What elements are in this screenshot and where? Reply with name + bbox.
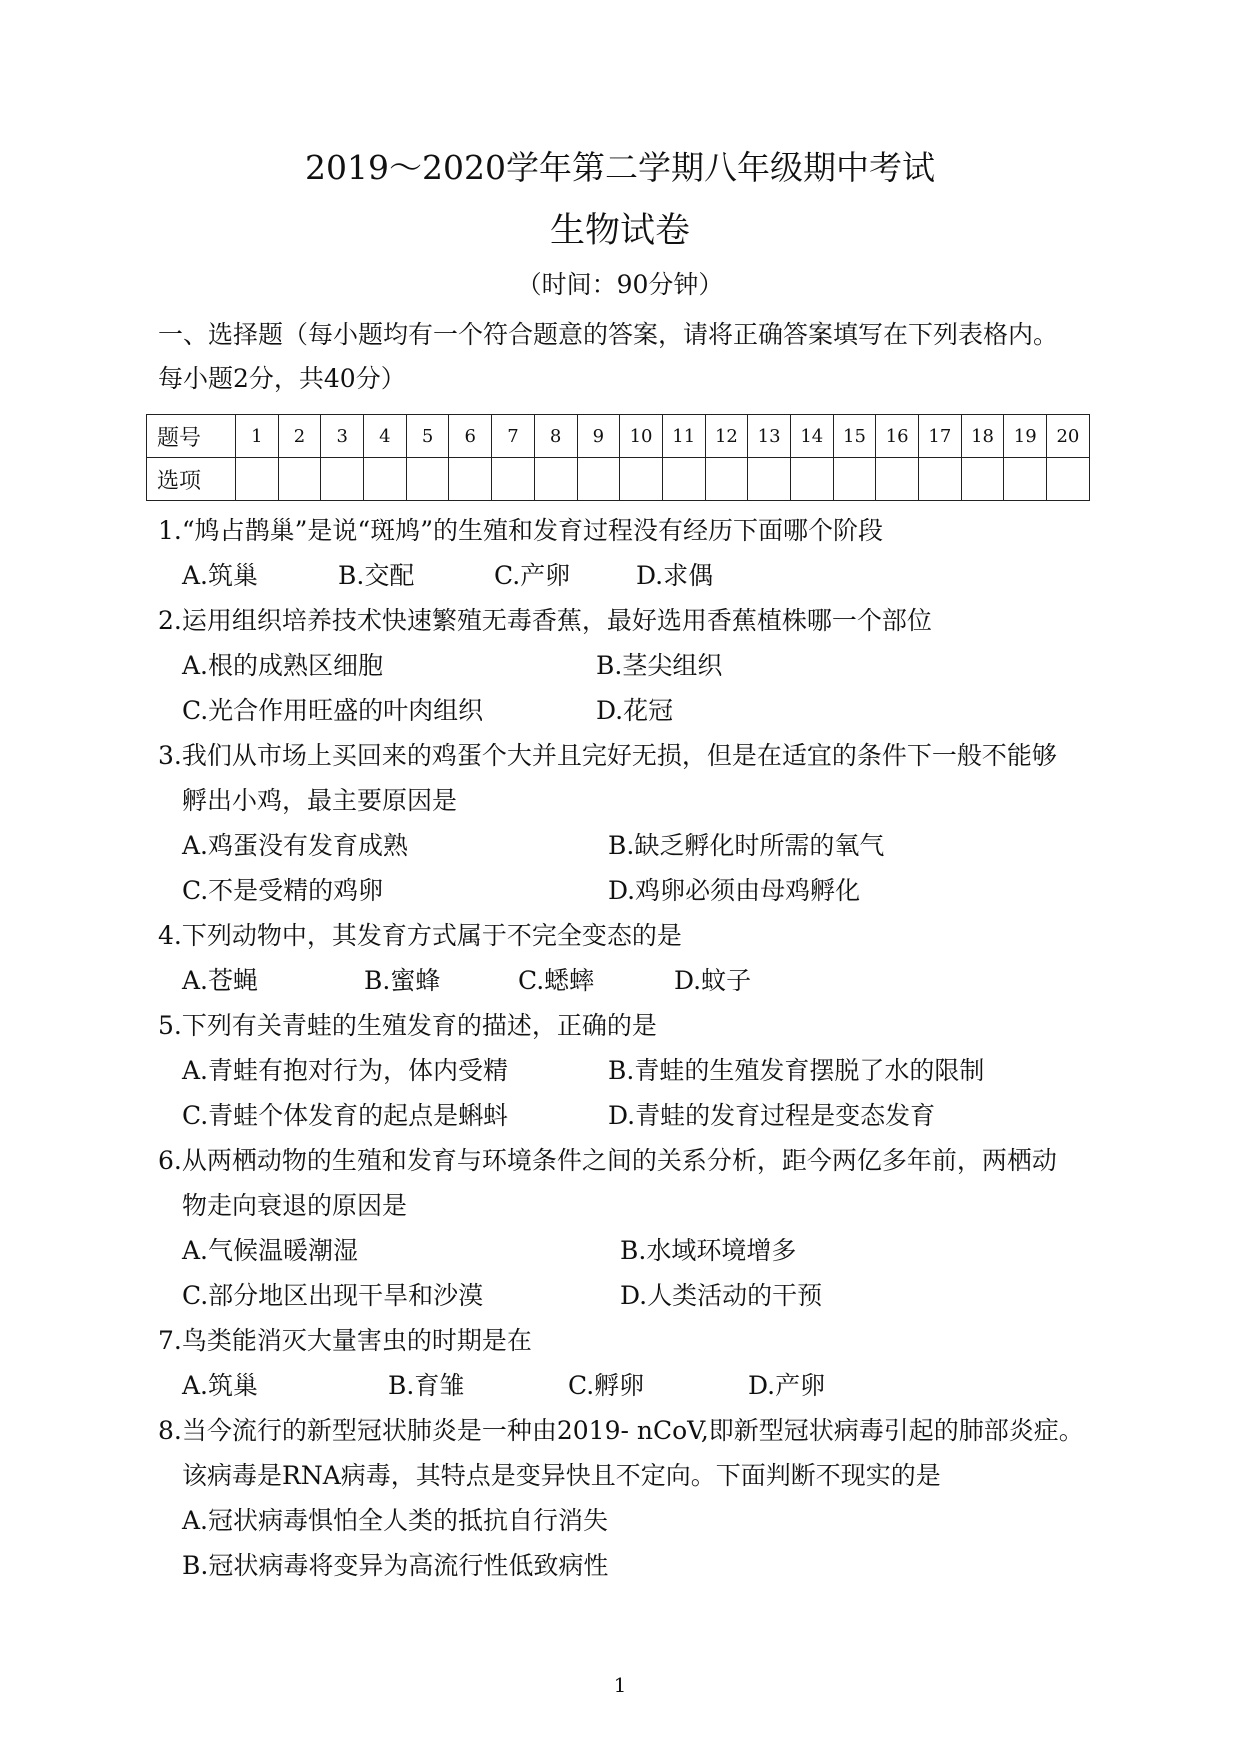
section-instruction-line2: 每小题2分，共40分）: [158, 364, 406, 393]
question-2-stem: 2.运用组织培养技术快速繁殖无毒香蕉，最好选用香蕉植株哪一个部位: [158, 606, 932, 635]
answer-cell[interactable]: [876, 458, 919, 501]
question-2-option-b: B.茎尖组织: [596, 651, 723, 680]
answer-cell[interactable]: [492, 458, 535, 501]
exam-subtitle: 生物试卷: [549, 211, 690, 251]
answer-table-number: 5: [406, 415, 449, 458]
answer-table-number: 2: [278, 415, 321, 458]
question-4-stem: 4.下列动物中，其发育方式属于不完全变态的是: [158, 921, 682, 950]
question-5-option-c: C.青蛙个体发育的起点是蝌蚪: [182, 1101, 509, 1130]
question-6-stem-line1: 6.从两栖动物的生殖和发育与环境条件之间的关系分析，距今两亿多年前，两栖动: [158, 1146, 1057, 1175]
question-6-option-b: B.水域环境增多: [620, 1236, 797, 1265]
exam-time: （时间：90分钟）: [516, 270, 724, 299]
question-5-stem: 5.下列有关青蛙的生殖发育的描述，正确的是: [158, 1011, 657, 1040]
answer-table-number: 17: [919, 415, 962, 458]
answer-cell[interactable]: [662, 458, 705, 501]
exam-title: 2019～2020学年第二学期八年级期中考试: [305, 148, 935, 187]
question-4-option-b: B.蜜蜂: [364, 966, 441, 995]
question-5-option-a: A.青蛙有抱对行为，体内受精: [182, 1056, 509, 1085]
answer-table-number: 8: [534, 415, 577, 458]
question-6-option-a: A.气候温暖潮湿: [182, 1236, 359, 1265]
question-1-option-d: D.求偶: [636, 561, 714, 590]
question-1-option-b: B.交配: [338, 561, 415, 590]
question-8-option-b: B.冠状病毒将变异为高流行性低致病性: [182, 1551, 609, 1580]
answer-cell[interactable]: [364, 458, 407, 501]
question-7-option-b: B.育雏: [388, 1371, 465, 1400]
question-3-option-d: D.鸡卵必须由母鸡孵化: [608, 876, 861, 905]
question-7-option-a: A.筑巢: [182, 1371, 259, 1400]
answer-table: [146, 414, 1090, 501]
answer-table-number: 16: [876, 415, 919, 458]
answer-table-number: 12: [705, 415, 748, 458]
answer-table-number: 20: [1047, 415, 1090, 458]
question-7-stem: 7.鸟类能消灭大量害虫的时期是在: [158, 1326, 532, 1355]
answer-table-row2-label: 选项: [147, 458, 236, 501]
answer-table-number: 7: [492, 415, 535, 458]
answer-table-number: 1: [236, 415, 279, 458]
question-3-stem-line1: 3.我们从市场上买回来的鸡蛋个大并且完好无损，但是在适宜的条件下一般不能够: [158, 741, 1057, 770]
question-2-option-d: D.花冠: [596, 696, 674, 725]
answer-cell[interactable]: [321, 458, 364, 501]
answer-cell[interactable]: [961, 458, 1004, 501]
question-3-option-c: C.不是受精的鸡卵: [182, 876, 384, 905]
question-4-option-d: D.蚊子: [674, 966, 752, 995]
question-6-stem-line2: 物走向衰退的原因是: [182, 1191, 408, 1220]
answer-cell[interactable]: [278, 458, 321, 501]
page-number: 1: [613, 1673, 627, 1697]
answer-cell[interactable]: [748, 458, 791, 501]
answer-table-number: 6: [449, 415, 492, 458]
answer-cell[interactable]: [790, 458, 833, 501]
answer-table-number: 10: [620, 415, 663, 458]
question-1-option-a: A.筑巢: [182, 561, 259, 590]
question-8-stem-line2: 该病毒是RNA病毒，其特点是变异快且不定向。下面判断不现实的是: [182, 1461, 941, 1490]
question-1-stem: 1.“鸠占鹊巢”是说“斑鸠”的生殖和发育过程没有经历下面哪个阶段: [158, 516, 883, 545]
answer-cell[interactable]: [449, 458, 492, 501]
question-4-option-c: C.蟋蟀: [518, 966, 595, 995]
answer-cell[interactable]: [919, 458, 962, 501]
question-3-stem-line2: 孵出小鸡，最主要原因是: [182, 786, 458, 815]
question-6-option-d: D.人类活动的干预: [620, 1281, 823, 1310]
answer-cell[interactable]: [406, 458, 449, 501]
answer-table-number: 14: [790, 415, 833, 458]
answer-cell[interactable]: [1047, 458, 1090, 501]
answer-table-row1-label: 题号: [147, 415, 236, 458]
question-5-option-d: D.青蛙的发育过程是变态发育: [608, 1101, 936, 1130]
answer-cell[interactable]: [534, 458, 577, 501]
answer-table-number: 13: [748, 415, 791, 458]
answer-cell[interactable]: [833, 458, 876, 501]
answer-table-number: 19: [1004, 415, 1047, 458]
question-1-option-c: C.产卵: [494, 561, 571, 590]
answer-table-number: 9: [577, 415, 620, 458]
question-7-option-c: C.孵卵: [568, 1371, 645, 1400]
answer-table-number: 11: [662, 415, 705, 458]
answer-cell[interactable]: [705, 458, 748, 501]
answer-table-number: 15: [833, 415, 876, 458]
answer-cell[interactable]: [577, 458, 620, 501]
question-8-option-a: A.冠状病毒惧怕全人类的抵抗自行消失: [182, 1506, 609, 1535]
question-4-option-a: A.苍蝇: [182, 966, 259, 995]
question-7-option-d: D.产卵: [748, 1371, 826, 1400]
question-2-option-a: A.根的成熟区细胞: [182, 651, 384, 680]
answer-table-number: 3: [321, 415, 364, 458]
answer-cell[interactable]: [1004, 458, 1047, 501]
answer-table-answer-row: [147, 458, 1090, 501]
answer-table-number-row: [147, 415, 1090, 458]
question-3-option-a: A.鸡蛋没有发育成熟: [182, 831, 409, 860]
question-5-option-b: B.青蛙的生殖发育摆脱了水的限制: [608, 1056, 985, 1085]
answer-table-number: 4: [364, 415, 407, 458]
question-2-option-c: C.光合作用旺盛的叶肉组织: [182, 696, 484, 725]
question-3-option-b: B.缺乏孵化时所需的氧气: [608, 831, 885, 860]
question-8-stem-line1: 8.当今流行的新型冠状肺炎是一种由2019- nCoV,即新型冠状病毒引起的肺部炎症。: [158, 1416, 1084, 1445]
question-6-option-c: C.部分地区出现干旱和沙漠: [182, 1281, 484, 1310]
answer-cell[interactable]: [620, 458, 663, 501]
answer-table-number: 18: [961, 415, 1004, 458]
section-instruction-line1: 一、选择题（每小题均有一个符合题意的答案，请将正确答案填写在下列表格内。: [158, 320, 1059, 349]
answer-cell[interactable]: [236, 458, 279, 501]
